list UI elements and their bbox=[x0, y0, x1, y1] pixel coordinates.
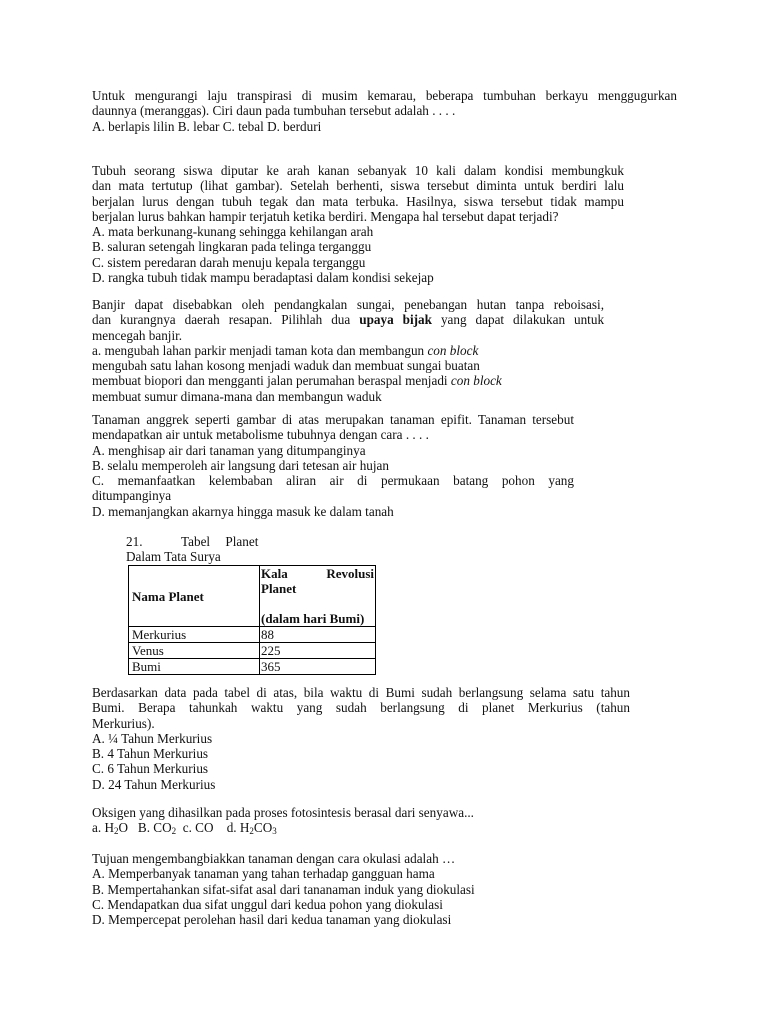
question-stem-line: Banjir dapat disebabkan oleh pendangkalan sungai, penebangan hutan tanpa reboisasi, bbox=[92, 297, 604, 312]
answer-options: A. berlapis lilin B. lebar C. tebal D. berduri bbox=[92, 118, 322, 134]
answer-option: D. Mempercepat perolehan hasil dari kedua tanaman yang diokulasi bbox=[92, 912, 452, 928]
cell-planet: Venus bbox=[129, 643, 260, 659]
question-stem-line: Berdasarkan data pada tabel di atas, bila waktu di Bumi sudah berlangsung selama satu tahun bbox=[92, 685, 630, 700]
question-transpirasi bbox=[92, 88, 677, 134]
answer-option: C. Mendapatkan dua sifat unggul dari kedua pohon yang diokulasi bbox=[92, 896, 443, 912]
question-stem-line: Bumi. Berapa tahunkah waktu yang sudah berlangsung di planet Merkurius (tahun bbox=[92, 700, 630, 716]
option-text: B. CO bbox=[137, 820, 172, 836]
option-text: d. H bbox=[226, 820, 250, 836]
question-number: 21. bbox=[126, 534, 143, 549]
subscript: 2 bbox=[113, 826, 119, 837]
option-text: CO bbox=[253, 820, 273, 836]
answer-option: B. Mempertahankan sifat-sifat asal dari tananaman induk yang diokulasi bbox=[92, 881, 475, 897]
table-row bbox=[129, 643, 376, 659]
cell-days: 225 bbox=[260, 643, 376, 659]
stem-text: dan kurangnya daerah resapan. Pilihlah dua bbox=[92, 312, 351, 328]
answer-option: D. 24 Tahun Merkurius bbox=[92, 776, 216, 792]
cell-planet: Bumi bbox=[129, 659, 260, 675]
answer-option: A. Memperbanyak tanaman yang tahan terhadap gangguan hama bbox=[92, 866, 435, 882]
answer-option: D. memanjangkan akarnya hingga masuk ke dalam tanah bbox=[92, 503, 394, 519]
header-line: (dalam hari Bumi) bbox=[261, 611, 365, 626]
header-line bbox=[261, 566, 374, 581]
table-caption-line bbox=[126, 534, 266, 549]
table-header-row bbox=[129, 566, 376, 627]
question-stem-line: Tujuan mengembangbiakkan tanaman dengan cara okulasi adalah … bbox=[92, 851, 456, 866]
answer-option: B. selalu memperoleh air langsung dari tetesan air hujan bbox=[92, 457, 389, 473]
header-word: Revolusi bbox=[326, 566, 374, 581]
question-anggrek bbox=[92, 412, 574, 519]
question-merkurius bbox=[92, 685, 630, 792]
answer-option: C. memanfaatkan kelembaban aliran air di permukaan batang pohon yang bbox=[92, 473, 574, 489]
option-italic: con block bbox=[450, 373, 502, 389]
stem-emphasis: upaya bijak bbox=[359, 312, 432, 328]
question-stem-line: mendapatkan air untuk metabolisme tubuhnya dengan cara . . . . bbox=[92, 427, 429, 443]
cell-planet: Merkurius bbox=[129, 627, 260, 643]
header-spacer bbox=[261, 596, 374, 611]
option-text: membuat biopori dan mengganti jalan perumahan beraspal menjadi bbox=[92, 373, 448, 389]
subscript: 2 bbox=[171, 826, 177, 837]
question-stem-line: daunnya (meranggas). Ciri daun pada tumbuhan tersebut adalah . . . . bbox=[92, 103, 456, 119]
answer-option: A. ¼ Tahun Merkurius bbox=[92, 730, 213, 746]
question-stem-line: berjalan lurus dengan tubuh tegak dan mata terbuka. Hasilnya, siswa tersebut tidak mampu bbox=[92, 193, 624, 209]
table-row bbox=[129, 627, 376, 643]
planet-table bbox=[128, 565, 376, 675]
table-title: Tabel Planet bbox=[181, 534, 259, 549]
question-banjir bbox=[92, 297, 604, 404]
answer-option bbox=[92, 373, 604, 388]
answer-options bbox=[92, 820, 677, 835]
option-b bbox=[138, 820, 176, 835]
cell-days: 365 bbox=[260, 659, 376, 675]
option-c: c. CO bbox=[182, 820, 214, 836]
subscript: 3 bbox=[272, 826, 277, 837]
header-word: Kala bbox=[261, 566, 288, 581]
table-caption bbox=[126, 534, 266, 565]
question-stem-line: Tubuh seorang siswa diputar ke arah kanan sebanyak 10 kali dalam kondisi membungkuk bbox=[92, 163, 624, 178]
question-keseimbangan bbox=[92, 163, 624, 285]
header-kala-revolusi bbox=[260, 566, 376, 627]
answer-option: C. 6 Tahun Merkurius bbox=[92, 761, 209, 777]
option-a bbox=[92, 820, 128, 835]
answer-option: membuat sumur dimana-mana dan membangun waduk bbox=[92, 388, 382, 404]
answer-option: D. rangka tubuh tidak mampu beradaptasi dalam kondisi sekejap bbox=[92, 270, 434, 286]
answer-option: A. mata berkunang-kunang sehingga kehilangan arah bbox=[92, 224, 374, 240]
question-stem-line: Oksigen yang dihasilkan pada proses fotosintesis berasal dari senyawa... bbox=[92, 805, 474, 820]
answer-option-continued: ditumpanginya bbox=[92, 488, 172, 504]
question-stem-line: berjalan lurus bahkan hampir terjatuh ketika berdiri. Mengapa hal tersebut dapat terjadi? bbox=[92, 208, 559, 224]
answer-option: A. menghisap air dari tanaman yang ditumpanginya bbox=[92, 442, 366, 458]
cell-days: 88 bbox=[260, 627, 376, 643]
option-italic: con block bbox=[427, 342, 479, 358]
option-text: O bbox=[118, 820, 129, 836]
header-nama-planet: Nama Planet bbox=[129, 566, 260, 627]
table-title-continued: Dalam Tata Surya bbox=[126, 549, 221, 565]
subscript: 2 bbox=[249, 826, 254, 837]
question-stem-line: mencegah banjir. bbox=[92, 327, 183, 343]
question-stem-line: dan mata tertutup (lihat gambar). Setelah berhenti, siswa tersebut diminta untuk berdiri lalu bbox=[92, 178, 624, 194]
option-text: a. mengubah lahan parkir menjadi taman kota dan membangun bbox=[92, 342, 425, 358]
answer-option: C. sistem peredaran darah menuju kepala terganggu bbox=[92, 254, 366, 270]
question-stem-line: Untuk mengurangi laju transpirasi di musim kemarau, beberapa tumbuhan berkayu menggugurkan bbox=[92, 88, 677, 103]
answer-option: mengubah satu lahan kosong menjadi waduk dan membuat sungai buatan bbox=[92, 358, 480, 374]
answer-option bbox=[92, 343, 604, 358]
option-text: a. H bbox=[92, 820, 114, 836]
question-stem-line: Tanaman anggrek seperti gambar di atas merupakan tanaman epifit. Tanaman tersebut bbox=[92, 412, 574, 427]
stem-text: yang dapat dilakukan untuk bbox=[440, 312, 605, 328]
option-d bbox=[227, 820, 277, 835]
question-fotosintesis bbox=[92, 805, 677, 836]
question-stem-line: Merkurius). bbox=[92, 715, 155, 731]
table-row bbox=[129, 659, 376, 675]
question-stem-line bbox=[92, 312, 604, 327]
answer-option: B. saluran setengah lingkaran pada telinga terganggu bbox=[92, 239, 372, 255]
answer-option: B. 4 Tahun Merkurius bbox=[92, 746, 209, 762]
question-okulasi bbox=[92, 851, 677, 927]
header-line: Planet bbox=[261, 581, 297, 596]
